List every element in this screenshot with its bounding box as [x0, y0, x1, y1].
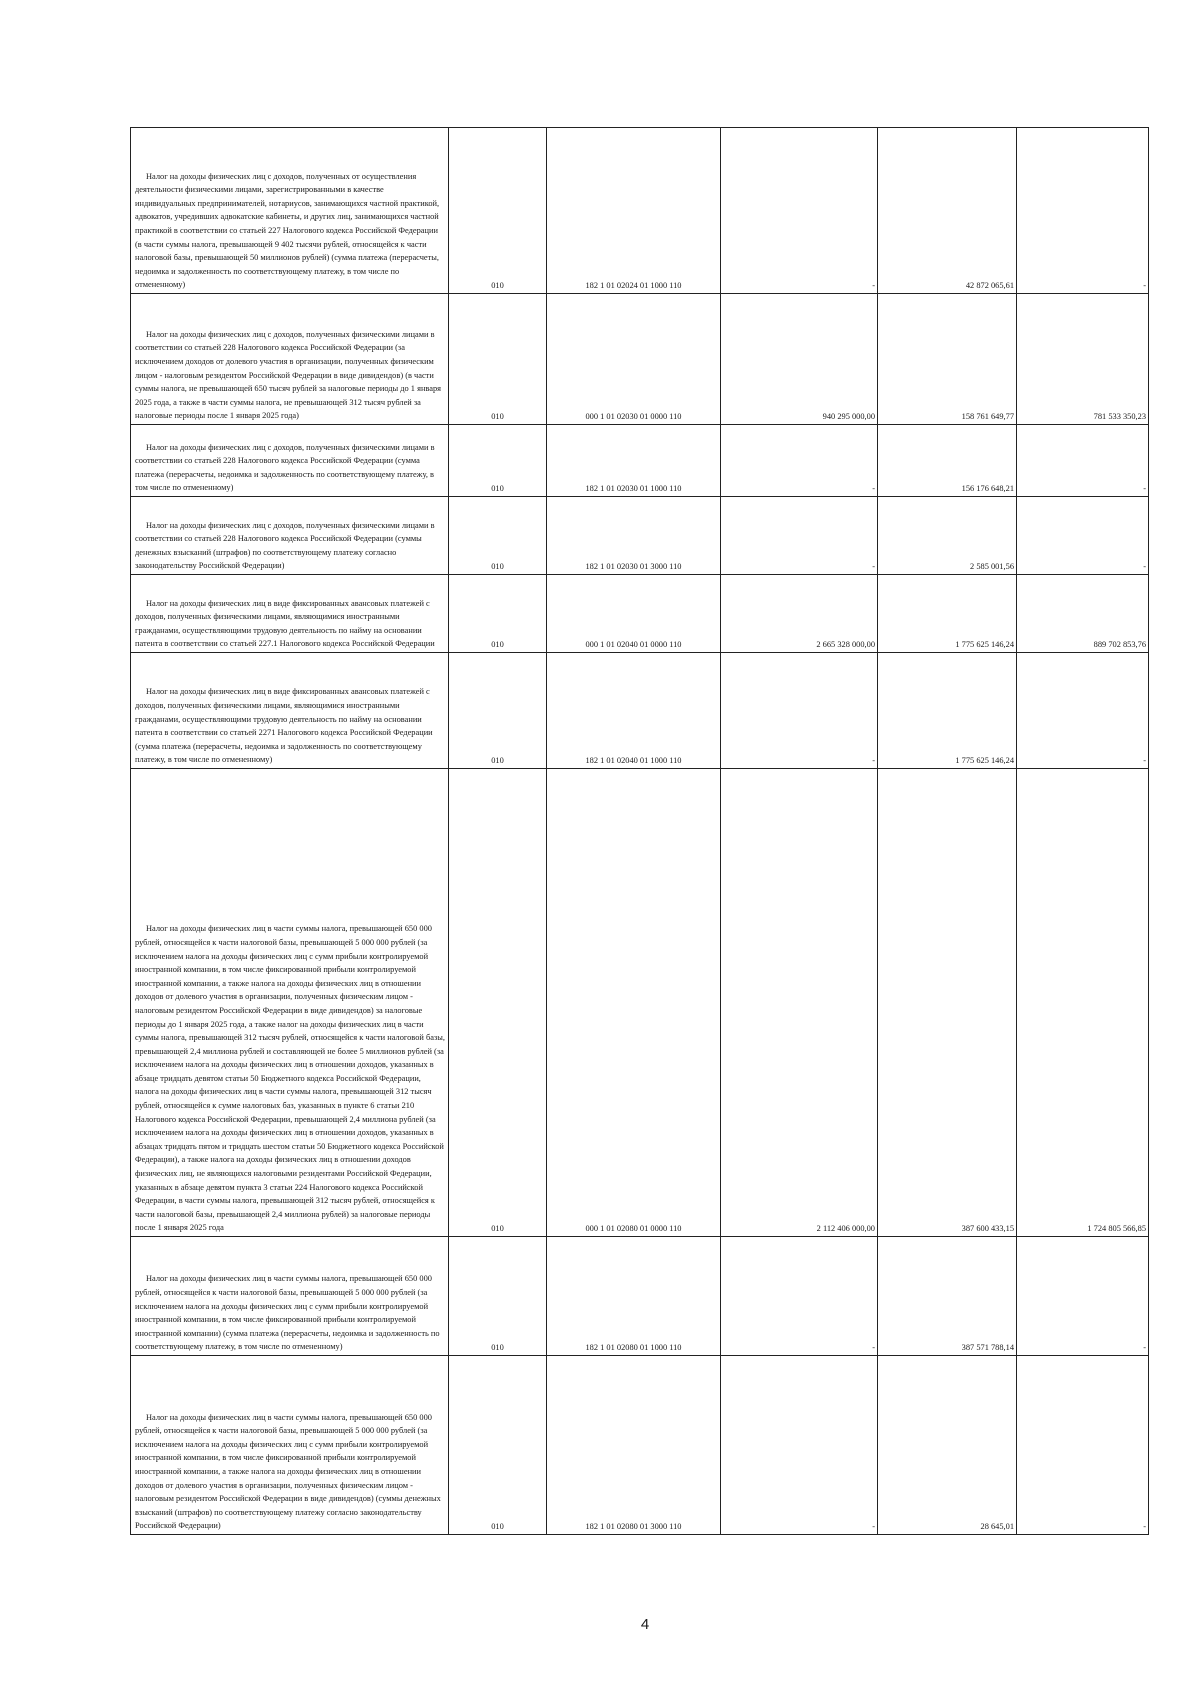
row-executed: 387 600 433,15 — [878, 769, 1017, 1237]
row-kbk: 182 1 01 02040 01 1000 110 — [547, 653, 721, 769]
row-name-cell — [131, 653, 449, 769]
table-row — [131, 294, 1149, 425]
row-code: 010 — [449, 128, 547, 294]
row-code: 010 — [449, 653, 547, 769]
row-name: Налог на доходы физических лиц в виде фиксированных авансовых платежей с доходов, полученных физическими лицами, являющимися иностранными гражданами, осуществляющими трудовую деятельность по найму на основании патента в соответствии со статьей 227.1 Налогового кодекса Российской Федерации — [135, 598, 435, 649]
row-code: 010 — [449, 497, 547, 575]
row-approved: - — [721, 425, 878, 497]
row-unexecuted: - — [1017, 653, 1149, 769]
table-row — [131, 1237, 1149, 1356]
row-code: 010 — [449, 425, 547, 497]
row-name-cell — [131, 575, 449, 653]
page-number: 4 — [640, 1616, 650, 1633]
table-row — [131, 1356, 1149, 1535]
row-unexecuted: - — [1017, 497, 1149, 575]
row-name: Налог на доходы физических лиц в части суммы налога, превышающей 650 000 рублей, относящейся к части налоговой базы, превышающей 5 000 000 рублей (за исключением налога на доходы физических лиц с сумм прибыли контролируемой иностранной компании, в том числе фиксированной прибыли контролируемой иностранной компании, а также налога на доходы физических лиц в отношении доходов от долевого участия в организации, полученных физическим лицом - налоговым резидентом Российской Федерации в виде дивидендов) (суммы денежных взысканий (штрафов) по соответствующему платежу согласно законодательству Российской Федерации) — [135, 1412, 441, 1531]
row-name: Налог на доходы физических лиц в части суммы налога, превышающей 650 000 рублей, относящейся к части налоговой базы, превышающей 5 000 000 рублей (за исключением налога на доходы физических лиц с сумм прибыли контролируемой иностранной компании, в том числе фиксированной прибыли контролируемой иностранной компании) (сумма платежа (перерасчеты, недоимка и задолженность по соответствующему платежу, в том числе по отмененному) — [135, 1274, 440, 1352]
row-kbk: 000 1 01 02030 01 0000 110 — [547, 294, 721, 425]
report-sheet — [130, 127, 1148, 1535]
table-row — [131, 769, 1149, 1237]
revenue-table-body — [131, 128, 1149, 1535]
row-kbk: 000 1 01 02040 01 0000 110 — [547, 575, 721, 653]
row-executed: 1 775 625 146,24 — [878, 575, 1017, 653]
row-unexecuted: 781 533 350,23 — [1017, 294, 1149, 425]
row-kbk: 182 1 01 02030 01 3000 110 — [547, 497, 721, 575]
row-approved: - — [721, 1237, 878, 1356]
row-kbk: 182 1 01 02024 01 1000 110 — [547, 128, 721, 294]
row-name-cell — [131, 128, 449, 294]
row-unexecuted: - — [1017, 1237, 1149, 1356]
row-code: 010 — [449, 1356, 547, 1535]
row-code: 010 — [449, 575, 547, 653]
row-unexecuted: - — [1017, 425, 1149, 497]
row-name: Налог на доходы физических лиц в виде фиксированных авансовых платежей с доходов, полученных физическими лицами, являющимися иностранными гражданами, осуществляющими трудовую деятельность по найму на основании патента в соответствии со статьей 2271 Налогового кодекса Российской Федерации (сумма платежа (перерасчеты, недоимка и задолженность по соответствующему платежу, в том числе по отмененному) — [135, 687, 433, 765]
row-kbk: 182 1 01 02080 01 1000 110 — [547, 1237, 721, 1356]
row-executed: 2 585 001,56 — [878, 497, 1017, 575]
row-name-cell — [131, 1356, 449, 1535]
table-row — [131, 128, 1149, 294]
row-unexecuted: 1 724 805 566,85 — [1017, 769, 1149, 1237]
row-kbk: 182 1 01 02030 01 1000 110 — [547, 425, 721, 497]
row-approved: 2 665 328 000,00 — [721, 575, 878, 653]
row-name-cell — [131, 294, 449, 425]
table-row — [131, 497, 1149, 575]
row-unexecuted: - — [1017, 1356, 1149, 1535]
row-executed: 1 775 625 146,24 — [878, 653, 1017, 769]
row-name-cell — [131, 769, 449, 1237]
row-approved: - — [721, 497, 878, 575]
row-name-cell — [131, 1237, 449, 1356]
row-name-cell — [131, 425, 449, 497]
row-name: Налог на доходы физических лиц с доходов, полученных физическими лицами в соответствии со статьей 228 Налогового кодекса Российской Федерации (суммы денежных взысканий (штрафов) по соответствующему платежу согласно законодательству Российской Федерации) — [135, 520, 435, 571]
row-code: 010 — [449, 294, 547, 425]
row-kbk: 182 1 01 02080 01 3000 110 — [547, 1356, 721, 1535]
row-code: 010 — [449, 769, 547, 1237]
row-approved: 940 295 000,00 — [721, 294, 878, 425]
row-approved: - — [721, 128, 878, 294]
row-name: Налог на доходы физических лиц с доходов, полученных физическими лицами в соответствии со статьей 228 Налогового кодекса Российской Федерации (за исключением доходов от долевого участия в организации, полученных физическим лицом - налоговым резидентом Российской Федерации в виде дивидендов) (в части суммы налога, не превышающей 650 тысяч рублей за налоговые периоды до 1 января 2025 года, а также в части суммы налога, не превышающей 312 тысяч рублей за налоговые периоды после 1 января 2025 года) — [135, 329, 442, 421]
row-executed: 387 571 788,14 — [878, 1237, 1017, 1356]
row-unexecuted: - — [1017, 128, 1149, 294]
row-code: 010 — [449, 1237, 547, 1356]
row-executed: 156 176 648,21 — [878, 425, 1017, 497]
row-approved: - — [721, 1356, 878, 1535]
row-approved: - — [721, 653, 878, 769]
table-row — [131, 575, 1149, 653]
table-row — [131, 425, 1149, 497]
row-executed: 42 872 065,61 — [878, 128, 1017, 294]
row-executed: 158 761 649,77 — [878, 294, 1017, 425]
row-name: Налог на доходы физических лиц в части суммы налога, превышающей 650 000 рублей, относящейся к части налоговой базы, превышающей 5 000 000 рублей (за исключением налога на доходы физических лиц с сумм прибыли контролируемой иностранной компании, в том числе фиксированной прибыли контролируемой иностранной компании, а также налога на доходы физических лиц в отношении доходов от долевого участия в организации, полученных физическим лицом - налоговым резидентом Российской Федерации в виде дивидендов) за налоговые периоды до 1 января 2025 года, а также налог на доходы физических лиц в части суммы налога, превышающей 312 тысяч рублей, относящейся к части налоговой базы, превышающей 2,4 миллиона рублей и составляющей не более 5 миллионов рублей (за исключением налога на доходы физических лиц в отношении доходов, указанных в абзаце тридцать девятом статьи 50 Бюджетного кодекса Российской Федерации, налога на доходы физических лиц в части суммы налога, превышающей 312 тысяч рублей, относящейся к сумме налоговых баз, указанных в пункте 6 статьи 210 Налогового кодекса Российской Федерации, превышающей 2,4 миллиона рублей (за исключением налога на доходы физических лиц в отношении доходов, указанных в абзацах тридцать пятом и тридцать шестом статьи 50 Бюджетного кодекса Российской Федерации), а также налога на доходы физических лиц в отношении доходов физических лиц, не являющихся налоговыми резидентами Российской Федерации, указанных в абзаце девятом пункта 3 статьи 224 Налогового кодекса Российской Федерации, в части суммы налога, превышающей 312 тысяч рублей, относящейся к части налоговой базы, превышающей 2,4 миллиона рублей) за налоговые периоды после 1 января 2025 года — [135, 924, 445, 1233]
row-name: Налог на доходы физических лиц с доходов, полученных физическими лицами в соответствии со статьей 228 Налогового кодекса Российской Федерации (сумма платежа (перерасчеты, недоимка и задолженность по соответствующему платежу, в том числе по отмененному) — [135, 442, 435, 493]
row-unexecuted: 889 702 853,76 — [1017, 575, 1149, 653]
table-row — [131, 653, 1149, 769]
revenue-table — [130, 127, 1149, 1535]
row-kbk: 000 1 01 02080 01 0000 110 — [547, 769, 721, 1237]
row-approved: 2 112 406 000,00 — [721, 769, 878, 1237]
row-name-cell — [131, 497, 449, 575]
row-executed: 28 645,01 — [878, 1356, 1017, 1535]
row-name: Налог на доходы физических лиц с доходов, полученных от осуществления деятельности физическими лицами, зарегистрированными в качестве индивидуальных предпринимателей, нотариусов, занимающихся частной практикой, адвокатов, учредивших адвокатские кабинеты, и других лиц, занимающихся частной практикой в соответствии со статьей 227 Налогового кодекса Российской Федерации (в части суммы налога, превышающей 9 402 тысячи рублей, относящейся к части налоговой базы, превышающей 50 миллионов рублей) (сумма платежа (перерасчеты, недоимка и задолженность по соответствующему платежу, в том числе по отмененному) — [135, 171, 440, 290]
